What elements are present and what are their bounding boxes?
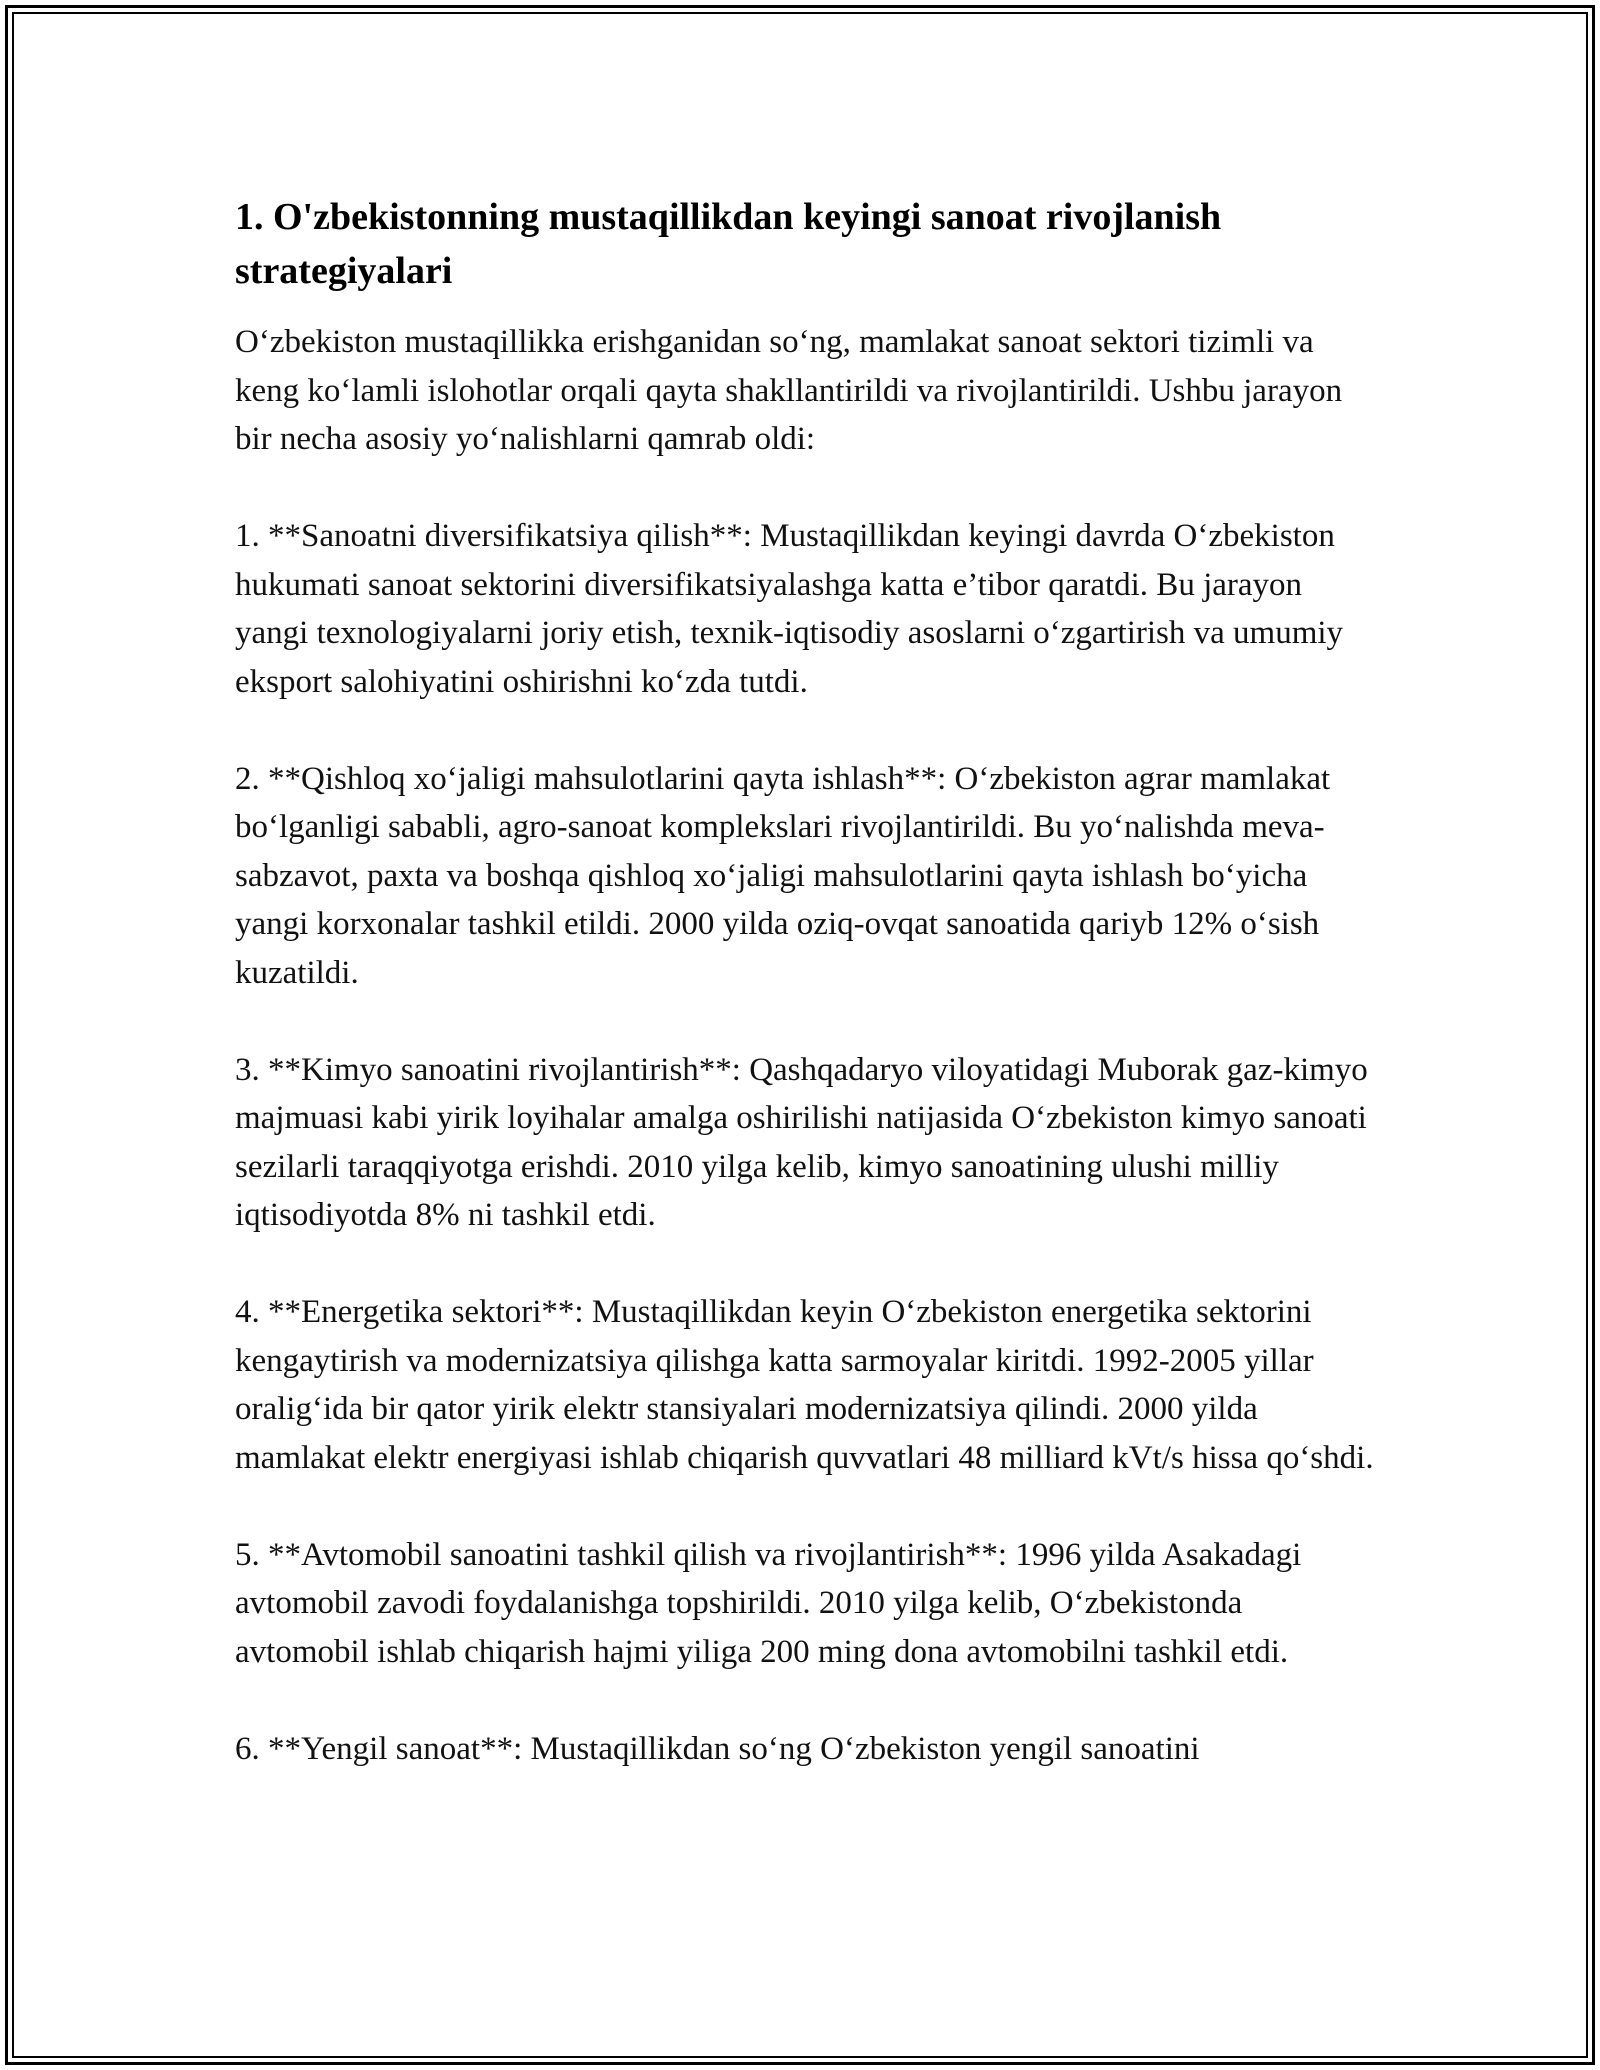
list-item-light-industry: 6. **Yengil sanoat**: Mustaqillikdan so‘ng O‘zbekiston yengil sanoatini [235, 1730, 1200, 1767]
list-item-agriculture-processing: 2. **Qishloq xo‘jaligi mahsulotlarini qayta ishlash**: O‘zbekiston agrar mamlakat bo‘lganligi sababli, agro-sanoat komplekslari rivojlantirildi. Bu yo‘nalishda meva-sabzavot, paxta va boshqa qishloq xo‘jaligi mahsulotlarini qayta ishlash bo‘yicha yangi korxonalar tashkil etildi. 2000 yilda oziq-ovqat sanoatida qariyb 12% o‘sish kuzatildi. [235, 760, 1331, 991]
document-body [235, 180, 1375, 1822]
intro-paragraph: O‘zbekiston mustaqillikka erishganidan so‘ng, mamlakat sanoat sektori tizimli va keng ko‘lamli islohotlar orqali qayta shakllantirildi va rivojlantirildi. Ushbu jarayon bir necha asosiy yo‘nalishlarni qamrab oldi: [235, 324, 1343, 457]
document-heading: 1. O'zbekistonning mustaqillikdan keyingi sanoat rivojlanish strategiyalari [235, 196, 1222, 292]
list-item-energy-sector: 4. **Energetika sektori**: Mustaqillikdan keyin O‘zbekiston energetika sektorini kengaytirish va modernizatsiya qilishga katta sarmoyalar kiritdi. 1992-2005 yillar oralig‘ida bir qator yirik elektr stansiyalari modernizatsiya qilindi. 2000 yilda mamlakat elektr energiyasi ishlab chiqarish quvvatlari 48 milliard kVt/s hissa qo‘shdi. [235, 1294, 1374, 1476]
list-item-chemical-industry: 3. **Kimyo sanoatini rivojlantirish**: Qashqadaryo viloyatidagi Muborak gaz-kimyo majmuasi kabi yirik loyihalar amalga oshirilishi natijasida O‘zbekiston kimyo sanoati sezilarli taraqqiyotga erishdi. 2010 yilga kelib, kimyo sanoatining ulushi milliy iqtisodiyotda 8% ni tashkil etdi. [235, 1051, 1368, 1233]
list-item-automotive-industry: 5. **Avtomobil sanoatini tashkil qilish va rivojlantirish**: 1996 yilda Asakadagi avtomobil zavodi foydalanishga topshirildi. 2010 yilga kelib, O‘zbekistonda avtomobil ishlab chiqarish hajmi yiliga 200 ming dona avtomobilni tashkil etdi. [235, 1536, 1302, 1670]
list-item-diversification: 1. **Sanoatni diversifikatsiya qilish**: Mustaqillikdan keyingi davrda O‘zbekiston hukumati sanoat sektorini diversifikatsiyalashga katta e’tibor qaratdi. Bu jarayon yangi texnologiyalarni joriy etish, texnik-iqtisodiy asoslarni o‘zgartirish va umumiy eksport salohiyatini oshirishni ko‘zda tutdi. [235, 518, 1344, 700]
